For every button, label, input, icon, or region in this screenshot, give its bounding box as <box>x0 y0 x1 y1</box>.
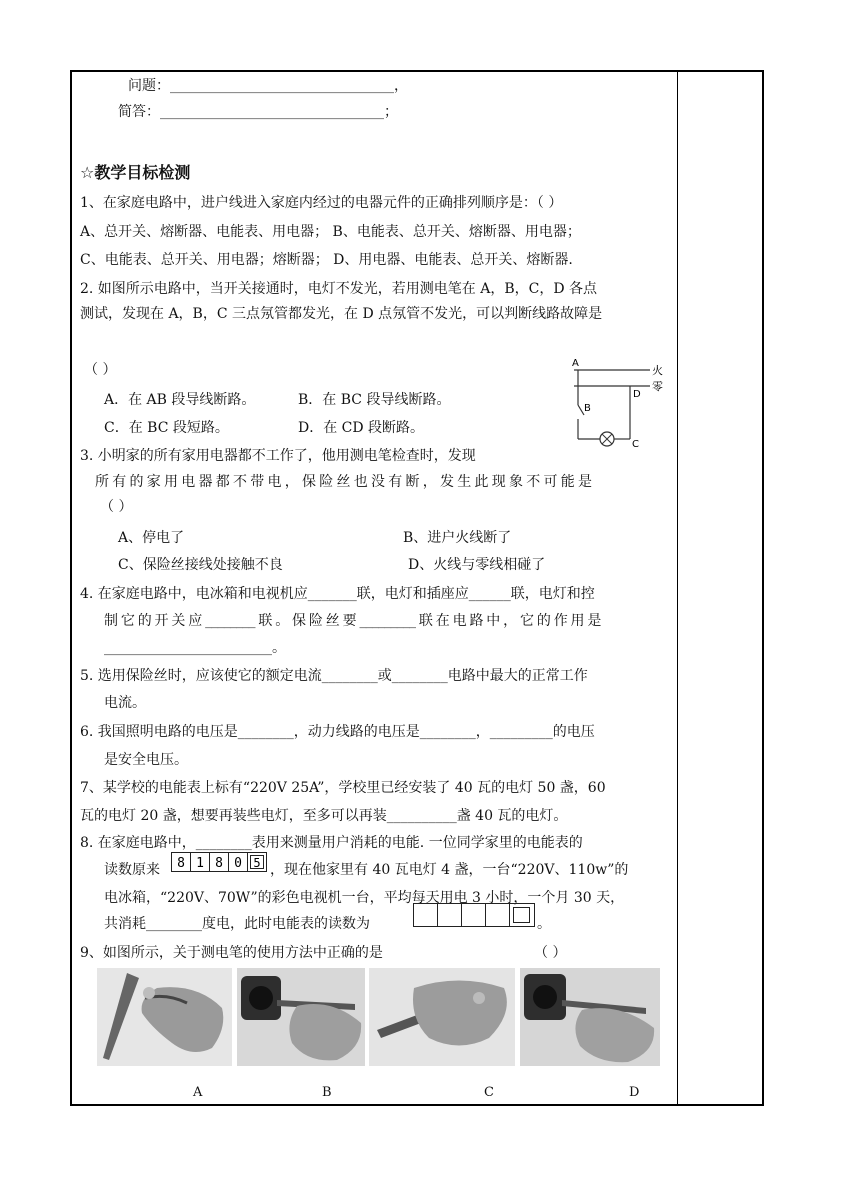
section-heading: ☆教学目标检测 <box>80 163 191 182</box>
q4-line1: 4. 在家庭电路中，电冰箱和电视机应_______联，电灯和插座应______联，电灯和控 <box>80 586 595 602</box>
photo-label-c: C <box>484 1085 494 1100</box>
meter-answer-box <box>413 903 535 927</box>
q2-line1: 2. 如图所示电路中，当开关接通时，电灯不发光，若用测电笔在 A，B，C，D 各点 <box>80 281 598 297</box>
q3-option-b: B、进户火线断了 <box>403 530 512 546</box>
test-pen-photo-c <box>369 968 515 1066</box>
q3-line1: 3. 小明家的所有家用电器都不工作了，他用测电笔检查时，发现 <box>80 448 476 464</box>
q2-paren: （ ） <box>84 362 117 378</box>
label-b: B <box>584 403 591 414</box>
q1-line3: C、电能表、总开关、用电器；熔断器； D、用电器、电能表、总开关、熔断器. <box>80 252 573 268</box>
q8-line4-post: 。 <box>537 916 551 932</box>
q7-line1: 7、某学校的电能表上标有“220V 25A”，学校里已经安装了 40 瓦的电灯 50 盏，60 <box>80 780 606 796</box>
meter-digit: 8 <box>177 856 185 871</box>
test-pen-photo-b <box>237 968 365 1066</box>
q1-line2: A、总开关、熔断器、电能表、用电器； B、电能表、总开关、熔断器、用电器； <box>80 224 581 240</box>
q3-line2: 所 有 的 家 用 电 器 都 不 带 电 ， 保 险 丝 也 没 有 断 ， 发 生 此 现 象 不 可 能 是 <box>95 474 592 490</box>
meter-digit: 0 <box>234 856 242 871</box>
q4-line2: 制 它 的 开 关 应 ________ 联 。 保 险 丝 要 _________ 联 在 电 路 中 ， 它 的 作 用 是 <box>104 613 601 629</box>
q3-option-c: C、保险丝接线处接触不良 <box>118 557 283 573</box>
meter-digit: 8 <box>215 856 223 871</box>
q9-line1: 9、如图所示，关于测电笔的使用方法中正确的是 <box>80 945 383 961</box>
meter-reading <box>171 852 267 872</box>
q2-line2: 测试，发现在 A，B，C 三点氖管都发光，在 D 点氖管不发光，可以判断线路故障是 <box>80 306 603 322</box>
q8-line2-pre: 读数原来 <box>104 862 160 878</box>
q3-option-d: D、火线与零线相碰了 <box>408 557 546 573</box>
meter-digit: 5 <box>253 856 261 870</box>
label-d: D <box>633 389 641 400</box>
circuit-diagram <box>560 355 670 455</box>
meter-digit: 1 <box>196 856 204 871</box>
q8-line1: 8. 在家庭电路中，________表用来测量用户消耗的电能. 一位同学家里的电能表的 <box>80 835 583 851</box>
q4-line3: ________________________。 <box>104 640 286 656</box>
q3-paren: （ ） <box>100 499 133 515</box>
q5-line1: 5. 选用保险丝时，应该使它的额定电流________或________电路中最大的正常工作 <box>80 668 588 684</box>
q2-option-a: A．在 AB 段导线断路。 <box>104 392 256 408</box>
test-pen-photo-d <box>520 968 660 1066</box>
photo-label-d: D <box>629 1085 640 1100</box>
label-a: A <box>572 358 579 369</box>
q8-line4-pre: 共消耗________度电，此时电能表的读数为 <box>104 916 370 932</box>
q5-line2: 电流。 <box>104 695 146 711</box>
answer-line: 简答：________________________________； <box>118 104 398 120</box>
q1-line1: 1、在家庭电路中，进户线进入家庭内经过的电器元件的正确排列顺序是：（ ） <box>80 195 563 211</box>
label-neutral: 零 <box>652 380 663 393</box>
q7-line2: 瓦的电灯 20 盏，想要再装些电灯，至多可以再装__________盏 40 瓦的电灯。 <box>80 808 568 824</box>
q2-option-d: D．在 CD 段断路。 <box>298 420 425 436</box>
column-divider <box>677 70 678 1106</box>
q8-line2-post: ，现在他家里有 40 瓦电灯 4 盏，一台“220V、110w”的 <box>270 862 629 878</box>
q3-option-a: A、停电了 <box>118 530 185 546</box>
q2-option-c: C．在 BC 段短路。 <box>104 420 229 436</box>
question-line: 问题：________________________________， <box>128 78 408 94</box>
label-c: C <box>632 439 639 450</box>
label-live: 火 <box>652 364 663 377</box>
test-pen-photo-a <box>97 968 232 1066</box>
q6-line1: 6. 我国照明电路的电压是________，动力线路的电压是________，_________的电压 <box>80 724 595 740</box>
photo-label-b: B <box>322 1085 332 1100</box>
q6-line2: 是安全电压。 <box>104 752 188 768</box>
star-icon: ☆ <box>80 163 95 182</box>
q9-paren: （ ） <box>534 945 567 961</box>
q2-option-b: B．在 BC 段导线断路。 <box>298 392 451 408</box>
q8-line3: 电冰箱，“220V、70W”的彩色电视机一台，平均每天用电 3 小时，一个月 30 天， <box>104 890 625 906</box>
photo-label-a: A <box>193 1085 203 1100</box>
